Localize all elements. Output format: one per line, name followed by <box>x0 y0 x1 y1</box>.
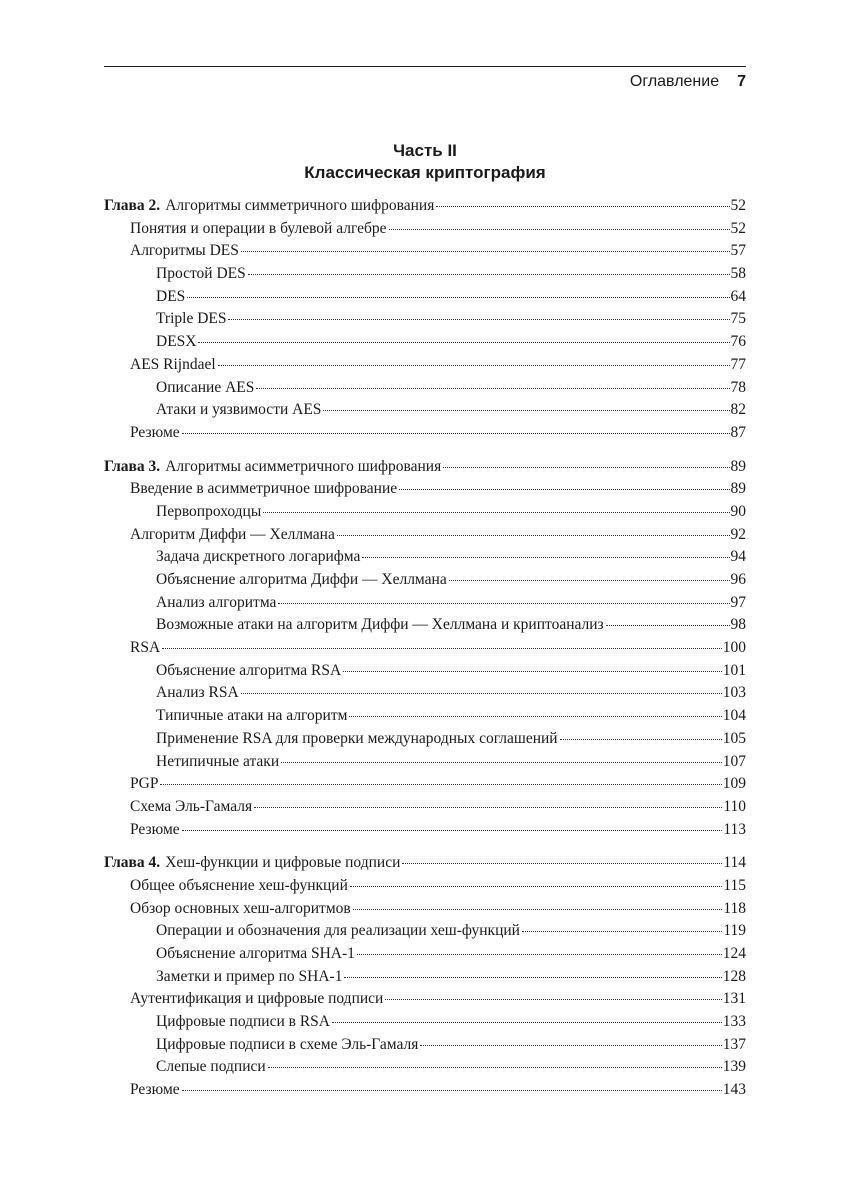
dot-leader <box>436 206 729 207</box>
entry-title: Схема Эль-Гамаля <box>130 797 253 815</box>
entry-page-number: 128 <box>722 967 746 985</box>
entry-page-number: 82 <box>730 401 746 419</box>
entry-title: Слепые подписи <box>156 1058 266 1076</box>
toc-subsection-entry[interactable] <box>104 569 746 592</box>
entry-title: PGP <box>130 775 159 793</box>
entry-title: Применение RSA для проверки международных соглашений <box>156 729 558 747</box>
entry-page-number: 119 <box>723 922 746 940</box>
entry-title: Задача дискретного логарифма <box>156 548 361 566</box>
dot-leader <box>263 512 729 513</box>
dot-leader <box>362 557 729 558</box>
entry-page-number: 100 <box>722 639 746 657</box>
entry-title: Типичные атаки на алгоритм <box>156 707 348 725</box>
dot-leader <box>241 251 730 252</box>
chapter-page-number: 52 <box>730 197 746 214</box>
entry-title: Введение в асимметричное шифрование <box>130 480 398 498</box>
chapter-page-number: 89 <box>730 457 746 475</box>
chapter-number: Глава 3. <box>104 457 161 475</box>
running-head <box>630 71 746 93</box>
toc-section-entry[interactable] <box>104 796 746 819</box>
toc-section-entry[interactable] <box>104 1079 746 1102</box>
toc-section-entry[interactable] <box>104 637 746 660</box>
toc-section-entry[interactable] <box>104 422 746 445</box>
dot-leader <box>443 467 729 468</box>
entry-page-number: 124 <box>722 945 746 962</box>
entry-page-number: 87 <box>730 423 746 441</box>
chapter-page-number: 114 <box>723 854 746 872</box>
entry-page-number: 97 <box>730 593 746 611</box>
toc-subsection-entry[interactable] <box>104 705 746 728</box>
entry-title: Анализ RSA <box>156 684 239 702</box>
entry-page-number: 139 <box>722 1058 746 1076</box>
dot-leader <box>241 693 722 694</box>
toc-subsection-entry[interactable] <box>104 614 746 637</box>
toc-section-entry[interactable] <box>104 354 746 377</box>
toc-subsection-entry[interactable] <box>104 1056 746 1079</box>
dot-leader <box>160 784 721 785</box>
dot-leader <box>350 886 722 887</box>
entry-title: Резюме <box>130 820 180 838</box>
entry-page-number: 110 <box>723 797 746 815</box>
dot-leader <box>254 807 722 808</box>
toc-subsection-entry[interactable] <box>104 751 746 774</box>
toc-section-entry[interactable] <box>104 875 746 898</box>
entry-page-number: 118 <box>723 899 746 917</box>
entry-title: Объяснение алгоритма Диффи — Хеллмана <box>156 571 447 588</box>
entry-title: Обзор основных хеш-алгоритмов <box>130 899 351 917</box>
entry-title: AES Rijndael <box>130 355 216 373</box>
dot-leader <box>256 388 729 389</box>
entry-title: DES <box>156 287 186 305</box>
dot-leader <box>198 342 729 343</box>
dot-leader <box>268 1067 722 1068</box>
entry-page-number: 96 <box>730 571 746 588</box>
toc-subsection-entry[interactable] <box>104 286 746 309</box>
dot-leader <box>343 671 722 672</box>
entry-page-number: 77 <box>730 355 746 373</box>
entry-page-number: 107 <box>722 752 746 770</box>
entry-page-number: 115 <box>723 876 746 894</box>
toc-subsection-entry[interactable] <box>104 377 746 400</box>
entry-title: Резюме <box>130 423 180 441</box>
toc-subsection-entry[interactable] <box>104 966 746 989</box>
toc-section-entry[interactable] <box>104 524 746 547</box>
entry-page-number: 137 <box>722 1035 746 1053</box>
dot-leader <box>337 535 730 536</box>
dot-leader <box>357 954 722 955</box>
entry-page-number: 98 <box>730 616 746 634</box>
entry-page-number: 58 <box>730 265 746 283</box>
entry-title: RSA <box>130 639 161 657</box>
toc-subsection-entry[interactable] <box>104 308 746 331</box>
entry-title: Цифровые подписи в RSA <box>156 1013 330 1031</box>
toc-section-entry[interactable] <box>104 218 746 241</box>
entry-page-number: 109 <box>722 775 746 793</box>
toc-section-entry[interactable] <box>104 478 746 501</box>
dot-leader <box>399 489 729 490</box>
entry-page-number: 103 <box>722 684 746 702</box>
dot-leader <box>420 1045 721 1046</box>
toc-section-entry[interactable] <box>104 988 746 1011</box>
toc-subsection-entry[interactable] <box>104 1011 746 1034</box>
toc-chapter-entry[interactable] <box>104 195 746 218</box>
entry-title: Первопроходцы <box>156 502 262 520</box>
chapter-number: Глава 2. <box>104 197 161 214</box>
entry-title: Нетипичные атаки <box>156 752 280 770</box>
chapter-title: Алгоритмы асимметричного шифрования <box>165 457 442 475</box>
entry-title: Алгоритм Диффи — Хеллмана <box>130 525 335 543</box>
entry-title: Triple DES <box>156 310 227 328</box>
dot-leader <box>332 1022 722 1023</box>
entry-page-number: 75 <box>730 310 746 328</box>
toc-section-entry[interactable] <box>104 898 746 921</box>
toc-subsection-entry[interactable] <box>104 331 746 354</box>
entry-title: Объяснение алгоритма RSA <box>156 661 342 679</box>
entry-title: Заметки и пример по SHA-1 <box>156 967 343 985</box>
entry-page-number: 104 <box>722 707 746 725</box>
toc-section-entry[interactable] <box>104 773 746 796</box>
entry-page-number: 133 <box>722 1013 746 1031</box>
toc-chapter-entry[interactable] <box>104 852 746 875</box>
toc-subsection-entry[interactable] <box>104 682 746 705</box>
entry-page-number: 78 <box>730 378 746 396</box>
toc-subsection-entry[interactable] <box>104 399 746 422</box>
entry-title: Резюме <box>130 1081 180 1099</box>
toc-subsection-entry[interactable] <box>104 920 746 943</box>
entry-page-number: 94 <box>730 548 746 566</box>
toc-subsection-entry[interactable] <box>104 1034 746 1057</box>
dot-leader <box>344 977 721 978</box>
toc-subsection-entry[interactable] <box>104 943 746 966</box>
entry-title: Описание AES <box>156 378 255 396</box>
dot-leader <box>182 433 730 434</box>
entry-page-number: 92 <box>730 525 746 543</box>
part-label: Часть II <box>393 141 457 160</box>
dot-leader <box>349 716 721 717</box>
entry-title: Операции и обозначения для реализации хеш-функций <box>156 922 520 940</box>
entry-page-number: 131 <box>722 990 746 1008</box>
dot-leader <box>162 648 722 649</box>
part-title: Классическая криптография <box>304 163 546 182</box>
entry-page-number: 76 <box>730 333 746 351</box>
dot-leader <box>389 229 730 230</box>
entry-page-number: 52 <box>730 219 746 237</box>
dot-leader <box>449 580 730 581</box>
dot-leader <box>182 830 723 831</box>
toc-subsection-entry[interactable] <box>104 263 746 286</box>
dot-leader <box>278 603 729 604</box>
entry-title: Понятия и операции в булевой алгебре <box>130 219 387 237</box>
table-of-contents <box>104 195 746 1102</box>
toc-section-entry[interactable] <box>104 819 746 842</box>
toc-subsection-entry[interactable] <box>104 501 746 524</box>
toc-subsection-entry[interactable] <box>104 728 746 751</box>
dot-leader <box>402 863 722 864</box>
entry-title: Аутентификация и цифровые подписи <box>130 990 384 1008</box>
dot-leader <box>323 410 729 411</box>
toc-subsection-entry[interactable] <box>104 660 746 683</box>
chapter-number: Глава 4. <box>104 854 161 872</box>
toc-subsection-entry[interactable] <box>104 546 746 569</box>
dot-leader <box>182 1090 722 1091</box>
entry-page-number: 89 <box>730 480 746 498</box>
toc-subsection-entry[interactable] <box>104 592 746 615</box>
dot-leader <box>353 909 723 910</box>
entry-title: Объяснение алгоритма SHA-1 <box>156 945 355 962</box>
entry-title: Цифровые подписи в схеме Эль-Гамаля <box>156 1035 419 1053</box>
entry-title: Возможные атаки на алгоритм Диффи — Хеллмана и криптоанализ <box>156 616 604 634</box>
running-head-title: Оглавление <box>629 73 720 90</box>
toc-section-entry[interactable] <box>104 240 746 263</box>
dot-leader <box>385 999 721 1000</box>
entry-title: Атаки и уязвимости AES <box>156 401 322 419</box>
entry-title: Простой DES <box>156 265 246 283</box>
entry-title: Общее объяснение хеш-функций <box>130 876 348 894</box>
entry-page-number: 101 <box>722 661 746 679</box>
toc-chapter-entry[interactable] <box>104 456 746 479</box>
dot-leader <box>248 274 730 275</box>
dot-leader <box>218 365 730 366</box>
header-rule <box>104 66 746 67</box>
entry-page-number: 105 <box>722 729 746 747</box>
dot-leader <box>522 931 722 932</box>
entry-title: Анализ алгоритма <box>156 593 277 611</box>
entry-page-number: 143 <box>722 1081 746 1099</box>
entry-page-number: 64 <box>730 287 746 305</box>
entry-title: Алгоритмы DES <box>130 242 239 260</box>
dot-leader <box>228 319 729 320</box>
page-number: 7 <box>737 73 746 90</box>
entry-page-number: 90 <box>730 502 746 520</box>
chapter-title: Хеш-функции и цифровые подписи <box>165 854 401 872</box>
dot-leader <box>281 762 722 763</box>
entry-title: DESX <box>156 333 197 351</box>
entry-page-number: 113 <box>723 820 746 838</box>
dot-leader <box>606 625 730 626</box>
chapter-title: Алгоритмы симметричного шифрования <box>165 197 435 214</box>
dot-leader <box>187 297 729 298</box>
entry-page-number: 57 <box>730 242 746 260</box>
dot-leader <box>560 739 722 740</box>
